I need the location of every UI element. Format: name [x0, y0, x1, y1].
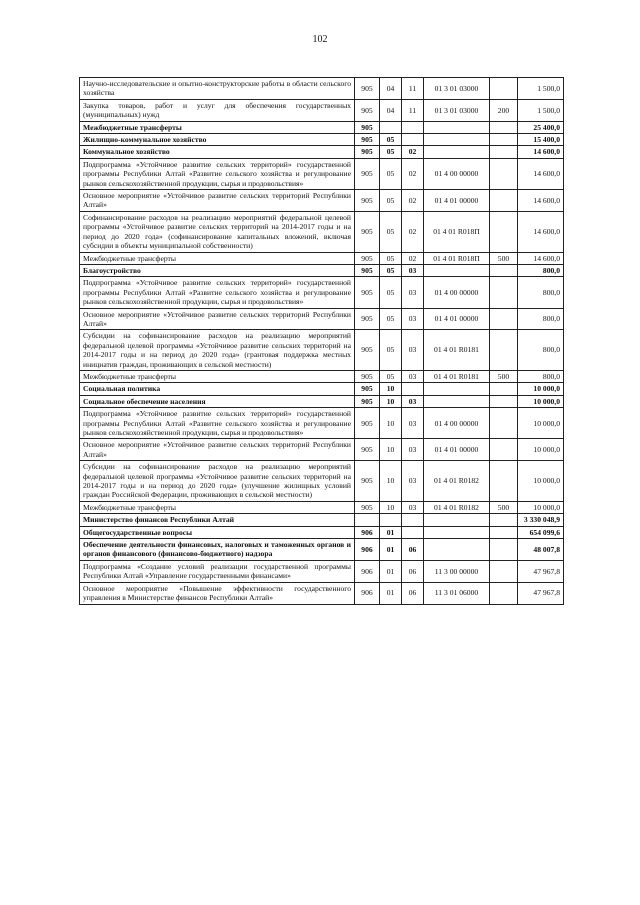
row-name: Межбюджетные трансферты: [80, 370, 355, 382]
row-grbs: 905: [355, 461, 380, 502]
table-row: [80, 277, 564, 308]
row-grbs: 906: [355, 560, 380, 582]
row-sum: 10 000,0: [518, 461, 564, 502]
row-grbs: 905: [355, 383, 380, 395]
row-section: 01: [380, 539, 402, 561]
row-expense-type: [490, 211, 518, 252]
row-subsection: [402, 134, 424, 146]
row-sum: 10 000,0: [518, 383, 564, 395]
table-row: [80, 308, 564, 330]
row-name: Научно-исследовательские и опытно-конструкторские работы в области сельского хозяйства: [80, 78, 355, 100]
table-row: [80, 121, 564, 133]
row-subsection: 03: [402, 461, 424, 502]
row-section: [380, 121, 402, 133]
row-name: Подпрограмма «Устойчивое развитие сельских территорий» государственной программы Республики Алтай «Развитие сельского хозяйства и регулирование рынков сельскохозяйственной продукции, сырья и продовольствия»: [80, 277, 355, 308]
page-number: 102: [312, 34, 328, 45]
table-row: [80, 383, 564, 395]
row-subsection: 02: [402, 158, 424, 189]
row-section: 10: [380, 461, 402, 502]
row-sum: 10 000,0: [518, 408, 564, 439]
row-section: 10: [380, 395, 402, 407]
row-target-article: 11 3 00 00000: [424, 560, 490, 582]
row-target-article: 01 4 01 R018П: [424, 252, 490, 264]
row-name: Подпрограмма «Устойчивое развитие сельских территорий» государственной программы Республики Алтай «Развитие сельского хозяйства и регулирование рынков сельскохозяйственной продукции, сырья и продовольствия»: [80, 158, 355, 189]
row-sum: 3 330 048,9: [518, 514, 564, 526]
row-target-article: 01 4 00 00000: [424, 408, 490, 439]
row-sum: 800,0: [518, 264, 564, 276]
row-target-article: 11 3 01 06000: [424, 582, 490, 604]
row-sum: 25 400,0: [518, 121, 564, 133]
table-row: [80, 582, 564, 604]
table-row: [80, 158, 564, 189]
row-name: Обеспечение деятельности финансовых, налоговых и таможенных органов и органов финансового (финансово-бюджетного) надзора: [80, 539, 355, 561]
row-section: 05: [380, 330, 402, 371]
row-name: Социальное обеспечение населения: [80, 395, 355, 407]
table-row: [80, 514, 564, 526]
row-subsection: 11: [402, 78, 424, 100]
row-subsection: 02: [402, 190, 424, 212]
row-expense-type: [490, 308, 518, 330]
row-grbs: 905: [355, 370, 380, 382]
row-grbs: 905: [355, 146, 380, 158]
row-grbs: 905: [355, 134, 380, 146]
table-row: [80, 190, 564, 212]
row-section: 04: [380, 99, 402, 121]
table-row: [80, 526, 564, 538]
row-subsection: [402, 526, 424, 538]
row-target-article: 01 4 01 R018П: [424, 211, 490, 252]
row-sum: 47 967,8: [518, 560, 564, 582]
row-target-article: 01 4 01 R0182: [424, 461, 490, 502]
table-row: [80, 146, 564, 158]
row-section: [380, 514, 402, 526]
row-name: Основное мероприятие «Устойчивое развитие сельских территорий Республики Алтай»: [80, 439, 355, 461]
row-subsection: 03: [402, 330, 424, 371]
row-expense-type: 200: [490, 99, 518, 121]
row-name: Коммунальное хозяйство: [80, 146, 355, 158]
row-grbs: 905: [355, 439, 380, 461]
row-expense-type: [490, 514, 518, 526]
row-subsection: 11: [402, 99, 424, 121]
row-section: 04: [380, 78, 402, 100]
row-expense-type: [490, 146, 518, 158]
row-name: Основное мероприятие «Повышение эффективности государственного управления в Министерстве финансов Республики Алтай»: [80, 582, 355, 604]
row-target-article: [424, 134, 490, 146]
table-row: [80, 330, 564, 371]
row-grbs: 905: [355, 308, 380, 330]
row-sum: 47 967,8: [518, 582, 564, 604]
row-expense-type: 500: [490, 501, 518, 513]
row-expense-type: [490, 408, 518, 439]
row-target-article: 01 3 01 03000: [424, 99, 490, 121]
row-expense-type: [490, 383, 518, 395]
row-target-article: [424, 264, 490, 276]
row-sum: 654 099,6: [518, 526, 564, 538]
budget-table-body: [80, 78, 564, 605]
row-grbs: 906: [355, 582, 380, 604]
row-sum: 800,0: [518, 277, 564, 308]
row-section: 01: [380, 582, 402, 604]
row-name: Межбюджетные трансферты: [80, 501, 355, 513]
row-subsection: 06: [402, 539, 424, 561]
row-subsection: 03: [402, 501, 424, 513]
row-grbs: [355, 514, 380, 526]
row-section: 10: [380, 501, 402, 513]
table-row: [80, 439, 564, 461]
table-row: [80, 211, 564, 252]
row-expense-type: [490, 134, 518, 146]
row-expense-type: [490, 582, 518, 604]
row-sum: 48 007,8: [518, 539, 564, 561]
table-row: [80, 501, 564, 513]
row-expense-type: [490, 158, 518, 189]
row-grbs: 905: [355, 190, 380, 212]
table-row: [80, 252, 564, 264]
row-subsection: 03: [402, 264, 424, 276]
row-expense-type: [490, 264, 518, 276]
row-section: 10: [380, 408, 402, 439]
row-name: Закупка товаров, работ и услуг для обеспечения государственных (муниципальных) нужд: [80, 99, 355, 121]
row-target-article: [424, 383, 490, 395]
row-name: Межбюджетные трансферты: [80, 121, 355, 133]
table-row: [80, 539, 564, 561]
row-target-article: [424, 539, 490, 561]
table-row: [80, 78, 564, 100]
row-expense-type: [490, 539, 518, 561]
row-sum: 800,0: [518, 370, 564, 382]
row-grbs: 906: [355, 539, 380, 561]
row-section: 05: [380, 252, 402, 264]
row-sum: 14 600,0: [518, 158, 564, 189]
row-sum: 15 400,0: [518, 134, 564, 146]
row-sum: 800,0: [518, 330, 564, 371]
row-target-article: 01 4 01 R0181: [424, 370, 490, 382]
row-sum: 10 000,0: [518, 501, 564, 513]
row-target-article: [424, 514, 490, 526]
row-section: 10: [380, 383, 402, 395]
row-grbs: 905: [355, 99, 380, 121]
row-target-article: 01 4 01 00000: [424, 308, 490, 330]
row-grbs: 905: [355, 211, 380, 252]
row-section: 10: [380, 439, 402, 461]
row-target-article: 01 4 01 00000: [424, 439, 490, 461]
row-section: 05: [380, 370, 402, 382]
row-subsection: [402, 514, 424, 526]
table-row: [80, 99, 564, 121]
row-grbs: 905: [355, 395, 380, 407]
row-expense-type: 500: [490, 252, 518, 264]
row-name: Общегосударственные вопросы: [80, 526, 355, 538]
row-subsection: 03: [402, 277, 424, 308]
row-sum: 14 600,0: [518, 190, 564, 212]
row-grbs: 905: [355, 158, 380, 189]
row-expense-type: [490, 526, 518, 538]
row-sum: 14 600,0: [518, 146, 564, 158]
row-target-article: 01 3 01 03000: [424, 78, 490, 100]
table-row: [80, 408, 564, 439]
row-sum: 14 600,0: [518, 211, 564, 252]
table-row: [80, 461, 564, 502]
row-sum: 1 500,0: [518, 99, 564, 121]
row-subsection: 03: [402, 439, 424, 461]
row-name: Основное мероприятие «Устойчивое развитие сельских территорий Республики Алтай»: [80, 308, 355, 330]
row-name: Министерство финансов Республики Алтай: [80, 514, 355, 526]
row-section: 01: [380, 560, 402, 582]
row-target-article: 01 4 00 00000: [424, 277, 490, 308]
table-row: [80, 370, 564, 382]
row-section: 05: [380, 146, 402, 158]
row-section: 05: [380, 158, 402, 189]
row-section: 05: [380, 277, 402, 308]
row-expense-type: [490, 330, 518, 371]
row-name: Социальная политика: [80, 383, 355, 395]
row-grbs: 905: [355, 264, 380, 276]
budget-table: [79, 77, 564, 605]
row-name: Субсидии на софинансирование расходов на реализацию мероприятий федеральной целевой программы «Устойчивое развитие сельских территорий на 2014-2017 годы и на период до 2020 года» (грантовая поддержка местных инициатив граждан, проживающих в сельской местности): [80, 330, 355, 371]
row-grbs: 905: [355, 78, 380, 100]
row-subsection: 06: [402, 582, 424, 604]
row-expense-type: [490, 439, 518, 461]
row-grbs: 905: [355, 408, 380, 439]
row-target-article: 01 4 01 R0182: [424, 501, 490, 513]
row-grbs: 905: [355, 252, 380, 264]
row-subsection: 03: [402, 308, 424, 330]
row-target-article: 01 4 00 00000: [424, 158, 490, 189]
row-subsection: 02: [402, 252, 424, 264]
row-name: Подпрограмма «Устойчивое развитие сельских территорий» государственной программы Республики Алтай «Развитие сельского хозяйства и регулирование рынков сельскохозяйственной продукции, сырья и продовольствия»: [80, 408, 355, 439]
row-expense-type: [490, 461, 518, 502]
row-expense-type: [490, 560, 518, 582]
row-name: Межбюджетные трансферты: [80, 252, 355, 264]
row-sum: 800,0: [518, 308, 564, 330]
row-subsection: 06: [402, 560, 424, 582]
row-name: Софинансирование расходов на реализацию мероприятий федеральной целевой программы «Устойчивое развитие сельских территорий на 2014-2017 годы и на период до 2020 года» (софинансирование капитальных вложений, включая субсидии в объекты муниципальной собственности): [80, 211, 355, 252]
table-row: [80, 395, 564, 407]
row-name: Основное мероприятие «Устойчивое развитие сельских территорий Республики Алтай»: [80, 190, 355, 212]
row-sum: 1 500,0: [518, 78, 564, 100]
row-grbs: 906: [355, 526, 380, 538]
row-target-article: [424, 146, 490, 158]
table-row: [80, 264, 564, 276]
row-expense-type: [490, 190, 518, 212]
row-target-article: [424, 395, 490, 407]
row-subsection: [402, 121, 424, 133]
row-target-article: 01 4 01 R0181: [424, 330, 490, 371]
row-section: 05: [380, 134, 402, 146]
row-name: Подпрограмма «Создание условий реализации государственной программы Республики Алтай «Управление государственными финансами»: [80, 560, 355, 582]
row-subsection: [402, 383, 424, 395]
row-expense-type: [490, 121, 518, 133]
row-expense-type: [490, 395, 518, 407]
row-section: 01: [380, 526, 402, 538]
row-section: 05: [380, 264, 402, 276]
row-section: 05: [380, 308, 402, 330]
row-grbs: 905: [355, 330, 380, 371]
row-section: 05: [380, 211, 402, 252]
table-row: [80, 134, 564, 146]
row-subsection: 03: [402, 408, 424, 439]
row-subsection: 03: [402, 395, 424, 407]
row-sum: 10 000,0: [518, 439, 564, 461]
row-section: 05: [380, 190, 402, 212]
row-expense-type: [490, 78, 518, 100]
row-target-article: 01 4 01 00000: [424, 190, 490, 212]
row-expense-type: 500: [490, 370, 518, 382]
row-grbs: 905: [355, 277, 380, 308]
row-name: Благоустройство: [80, 264, 355, 276]
row-subsection: 03: [402, 370, 424, 382]
row-expense-type: [490, 277, 518, 308]
row-name: Субсидии на софинансирование расходов на реализацию мероприятий федеральной целевой программы «Устойчивое развитие сельских территорий на 2014-2017 годы и на период до 2020 года» (улучшение жилищных условий граждан Российской Федерации, проживающих в сельской местности): [80, 461, 355, 502]
row-subsection: 02: [402, 211, 424, 252]
row-name: Жилищно-коммунальное хозяйство: [80, 134, 355, 146]
row-grbs: 905: [355, 501, 380, 513]
row-grbs: 905: [355, 121, 380, 133]
table-row: [80, 560, 564, 582]
row-target-article: [424, 121, 490, 133]
row-target-article: [424, 526, 490, 538]
row-sum: 10 000,0: [518, 395, 564, 407]
row-subsection: 02: [402, 146, 424, 158]
row-sum: 14 600,0: [518, 252, 564, 264]
